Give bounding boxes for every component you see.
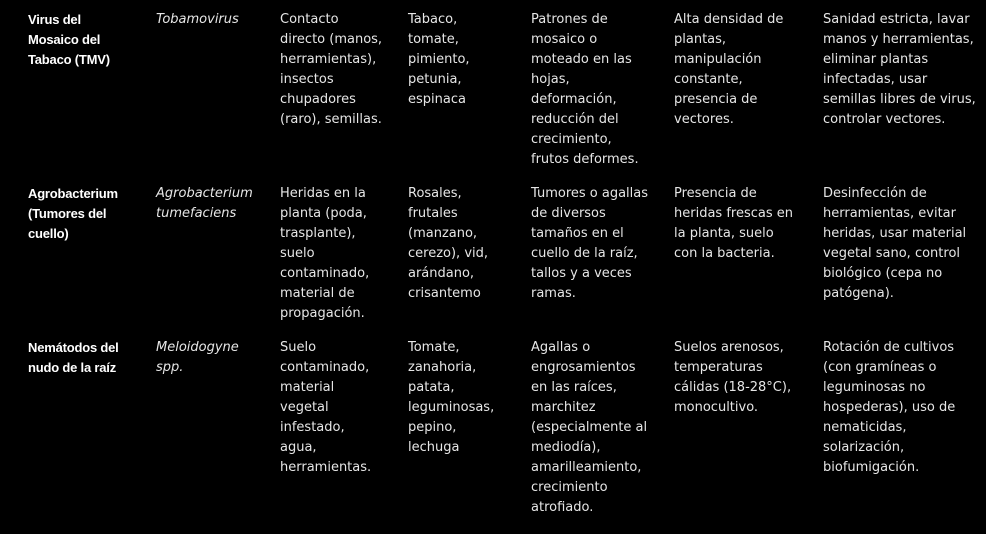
table-row	[0, 338, 986, 532]
symptoms-cell: Agallas o engrosamientos en las raíces, marchitez (especialmente al mediodía), amarilleamiento, crecimiento atrofiado.	[531, 340, 648, 515]
conditions-cell: Suelos arenosos, temperaturas cálidas (18-28°C), monocultivo.	[674, 340, 792, 415]
control-cell: Sanidad estricta, lavar manos y herramientas, eliminar plantas infectadas, usar semillas libres de virus, controlar vectores.	[823, 12, 976, 127]
disease-table	[0, 10, 986, 532]
hosts-cell: Tabaco, tomate, pimiento, petunia, espinaca	[408, 12, 470, 107]
causal-agent-cell: Meloidogyne spp.	[156, 340, 239, 375]
transmission-cell: Suelo contaminado, material vegetal infestado, agua, herramientas.	[280, 340, 372, 475]
disease-name-cell: Virus del Mosaico del Tabaco (TMV)	[28, 12, 110, 67]
disease-name-cell: Agrobacterium (Tumores del cuello)	[28, 186, 118, 241]
causal-agent-cell: Agrobacterium tumefaciens	[156, 186, 253, 221]
table-row	[0, 10, 986, 184]
hosts-cell: Rosales, frutales (manzano, cerezo), vid, arándano, crisantemo	[408, 186, 489, 301]
causal-agent-cell: Tobamovirus	[156, 12, 239, 27]
hosts-cell: Tomate, zanahoria, patata, leguminosas, pepino, lechuga	[408, 340, 495, 455]
disease-name-cell: Nemátodos del nudo de la raíz	[28, 340, 119, 375]
conditions-cell: Presencia de heridas frescas en la planta, suelo con la bacteria.	[674, 186, 793, 261]
control-cell: Rotación de cultivos (con gramíneas o leguminosas no hospederas), uso de nematicidas, solarización, biofumigación.	[823, 340, 956, 475]
control-cell: Desinfección de herramientas, evitar heridas, usar material vegetal sano, control biológico (cepa no patógena).	[823, 186, 967, 301]
conditions-cell: Alta densidad de plantas, manipulación constante, presencia de vectores.	[674, 12, 784, 127]
symptoms-cell: Tumores o agallas de diversos tamaños en el cuello de la raíz, tallos y a veces ramas.	[531, 186, 649, 301]
transmission-cell: Heridas en la planta (poda, trasplante), suelo contaminado, material de propagación.	[280, 186, 370, 321]
table-row	[0, 184, 986, 338]
transmission-cell: Contacto directo (manos, herramientas), insectos chupadores (raro), semillas.	[280, 12, 383, 127]
symptoms-cell: Patrones de mosaico o moteado en las hojas, deformación, reducción del crecimiento, frutos deformes.	[531, 12, 639, 167]
